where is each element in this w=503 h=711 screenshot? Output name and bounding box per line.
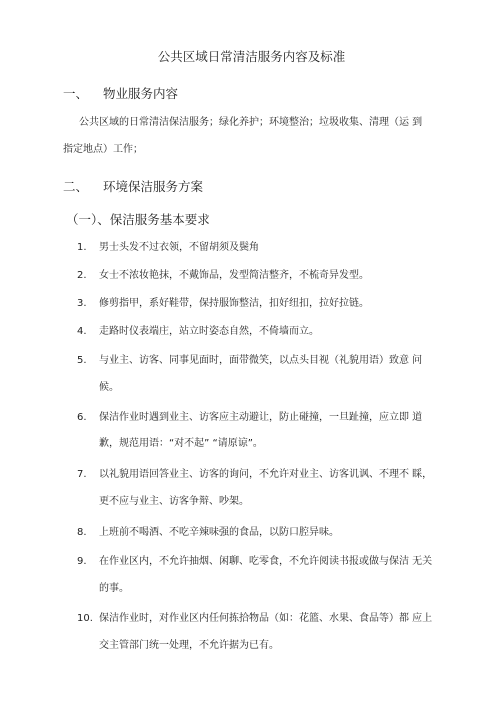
list-item-text: 保洁作业时遇到业主、访客应主动避让，防止碰撞，一旦趾撞，应立即 道 (99, 412, 423, 423)
list-item-continuation: 歉，规范用语：“对不起” “请原谅”。 (99, 438, 263, 449)
list-item (77, 294, 369, 309)
list-item (77, 266, 369, 281)
list-item (77, 408, 423, 449)
list-item-continuation: 候。 (99, 382, 119, 393)
list-item (77, 552, 433, 594)
list-item-text: 保洁作业时，对作业区内任何拣拾物品（如：花篮、水果、食品等）都 应上 (99, 613, 433, 624)
list-item-number: 2. (77, 270, 87, 281)
list-item (77, 351, 423, 393)
list-item-text: 与业主、访客、同事见面时，面带微笑，以点头目视（礼貌用语）致意 问 (99, 355, 423, 366)
list-item-number: 8. (77, 527, 87, 538)
section-2-heading (63, 177, 203, 195)
list-item-continuation: 更不应与业主、访客争辩、吵架。 (99, 496, 249, 507)
list-item-number: 1. (77, 242, 87, 253)
list-item-continuation: 的事。 (99, 583, 129, 594)
list-item-number: 10. (77, 613, 93, 624)
section-1-number: 一、 (63, 86, 89, 101)
section-2-title: 环境保洁服务方案 (103, 179, 204, 194)
list-item-number: 3. (77, 298, 87, 309)
section-1-heading (63, 84, 178, 102)
section-1-title: 物业服务内容 (103, 86, 179, 101)
section-2-number: 二、 (63, 179, 89, 194)
list-item (77, 609, 433, 651)
list-item (77, 238, 259, 253)
list-item-number: 5. (77, 355, 87, 366)
list-item (77, 322, 319, 337)
subsection-heading: （一）、保洁服务基本要求 (66, 212, 210, 227)
list-item-number: 9. (77, 556, 87, 567)
list-item-number: 6. (77, 412, 87, 423)
list-item-number: 7. (77, 469, 87, 480)
list-item-text: 女士不浓妆艳抹，不戴饰品，发型简洁整齐，不梳奇异发型。 (99, 270, 369, 281)
list-item (77, 465, 433, 507)
list-item-text: 男士头发不过衣领，不留胡须及鬓角 (99, 242, 259, 253)
section-1-paragraph-line-2: 指定地点）工作； (63, 144, 143, 155)
list-item (77, 523, 339, 538)
document-title: 公共区域日常清洁服务内容及标准 (157, 49, 346, 64)
list-item-text: 以礼貌用语回答业主、访客的询问，不允许对业主、访客讥讽、不理不 睬， (99, 469, 433, 480)
list-item-text: 修剪指甲，系好鞋带，保持服饰整洁，扣好纽扣，拉好拉链。 (99, 298, 369, 309)
list-item-text: 在作业区内，不允许抽烟、闲聊、吃零食，不允许阅读书报或做与保洁 无关 (99, 556, 433, 567)
section-1-paragraph-line-1: 公共区域的日常清洁保洁服务；绿化养护；环境整治；垃圾收集、清理（运 到 (79, 117, 423, 128)
list-item-text: 走路时仪表端庄，站立时姿态自然，不倚墙而立。 (99, 326, 319, 337)
list-item-number: 4. (77, 326, 87, 337)
list-item-continuation: 交主管部门统一处理，不允许据为已有。 (99, 640, 279, 651)
list-item-text: 上班前不喝酒、不吃辛辣味强的食品，以防口腔异味。 (99, 527, 339, 538)
